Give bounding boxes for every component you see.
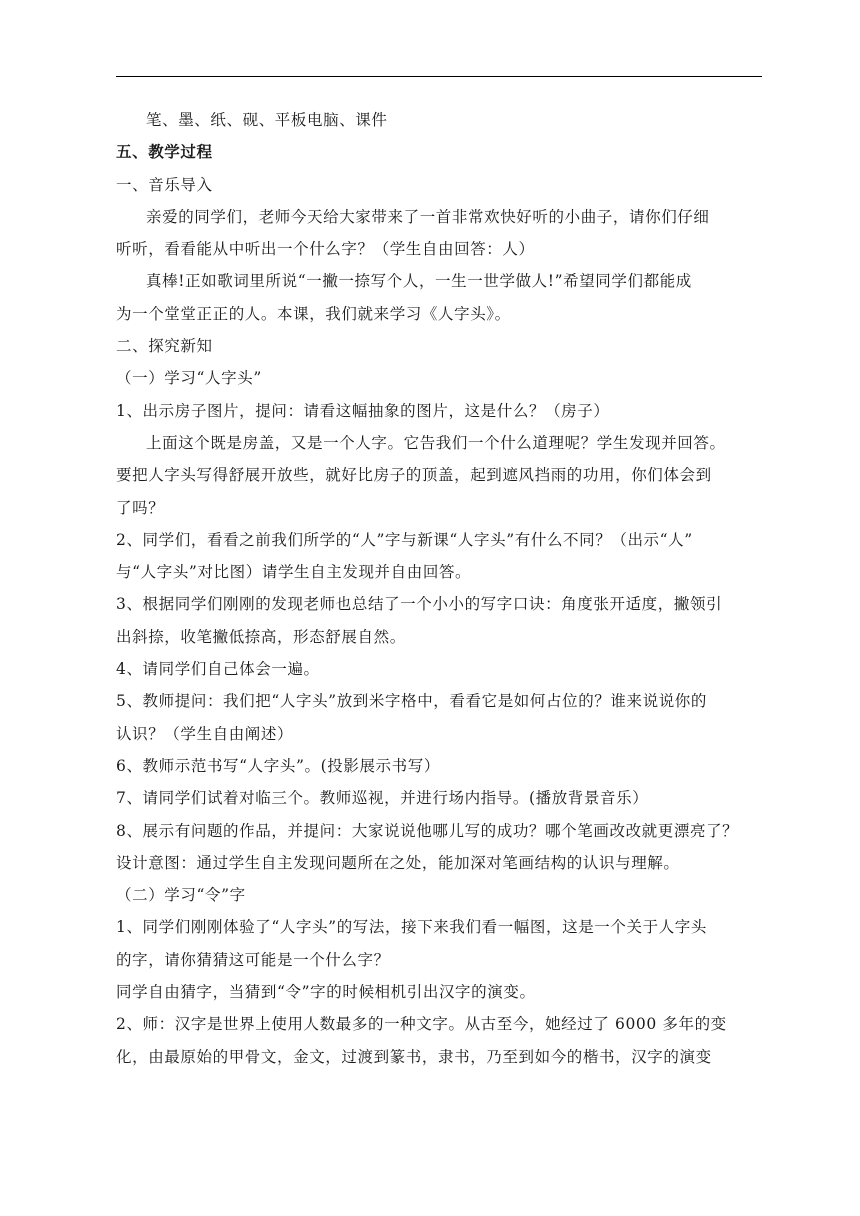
doc-line: 与“人字头”对比图）请学生自主发现并自由回答。 bbox=[116, 563, 472, 582]
doc-line: 1、同学们刚刚体验了“人字头”的写法，接下来我们看一幅图，这是一个关于人字头 bbox=[116, 918, 708, 937]
doc-line: 了吗？ bbox=[116, 498, 165, 517]
document-body bbox=[116, 104, 764, 1073]
doc-line: 亲爱的同学们，老师今天给大家带来了一首非常欢快好听的小曲子，请你们仔细 bbox=[146, 207, 710, 226]
doc-line: 听听，看看能从中听出一个什么字？（学生自由回答：人） bbox=[116, 240, 535, 259]
doc-line: 的字，请你猜猜这可能是一个什么字？ bbox=[116, 950, 390, 969]
doc-line: 化，由最原始的甲骨文，金文，过渡到篆书，隶书，乃至到如今的楷书，汉字的演变 bbox=[116, 1047, 712, 1066]
doc-line: 6、教师示范书写“人字头”。(投影展示书写） bbox=[116, 756, 440, 775]
doc-line: 同学自由猜字，当猜到“令”字的时候相机引出汉字的演变。 bbox=[116, 983, 536, 1002]
doc-line: 真棒!正如歌词里所说“一撇一捺写个人，一生一世学做人!”希望同学们都能成 bbox=[146, 272, 692, 291]
doc-line: 1、出示房子图片，提问：请看这幅抽象的图片，这是什么？（房子） bbox=[116, 401, 610, 420]
doc-line: 上面这个既是房盖，又是一个人字。它告我们一个什么道理呢？学生发现并回答。 bbox=[146, 433, 726, 452]
doc-line: 2、师：汉字是世界上使用人数最多的一种文字。从古至今，她经过了 6000 多年的变 bbox=[116, 1015, 727, 1034]
doc-line: 五、教学过程 bbox=[116, 143, 213, 162]
doc-line: 要把人字头写得舒展开放些，就好比房子的顶盖，起到遮风挡雨的功用，你们体会到 bbox=[116, 466, 712, 485]
doc-line: 笔、墨、纸、砚、平板电脑、课件 bbox=[146, 111, 388, 129]
doc-line: 7、请同学们试着对临三个。教师巡视，并进行场内指导。(播放背景音乐） bbox=[116, 789, 649, 808]
doc-line: （一）学习“人字头” bbox=[116, 369, 262, 388]
doc-line: 出斜捺，收笔撇低捺高，形态舒展自然。 bbox=[116, 627, 406, 646]
doc-line: 二、探究新知 bbox=[116, 337, 213, 356]
doc-line: 2、同学们，看看之前我们所学的“人”字与新课“人字头”有什么不同？（出示“人” bbox=[116, 530, 693, 549]
doc-line: 3、根据同学们刚刚的发现老师也总结了一个小小的写字口诀：角度张开适度，撇领引 bbox=[116, 595, 723, 614]
doc-line: 一、音乐导入 bbox=[116, 175, 213, 194]
doc-line: 8、展示有问题的作品，并提问：大家说说他哪儿写的成功？哪个笔画改改就更漂亮了？ bbox=[116, 821, 739, 840]
doc-line: 认识？（学生自由阐述） bbox=[116, 724, 294, 743]
doc-line: 5、教师提问：我们把“人字头”放到米字格中，看看它是如何占位的？谁来说说你的 bbox=[116, 692, 708, 711]
header-rule bbox=[116, 76, 762, 77]
doc-line: 为一个堂堂正正的人。本课，我们就来学习《人字头》。 bbox=[116, 304, 511, 323]
doc-line: 设计意图：通过学生自主发现问题所在之处，能加深对笔画结构的认识与理解。 bbox=[116, 853, 680, 872]
doc-line: 4、请同学们自己体会一遍。 bbox=[116, 660, 320, 679]
doc-line: （二）学习“令”字 bbox=[116, 886, 246, 905]
